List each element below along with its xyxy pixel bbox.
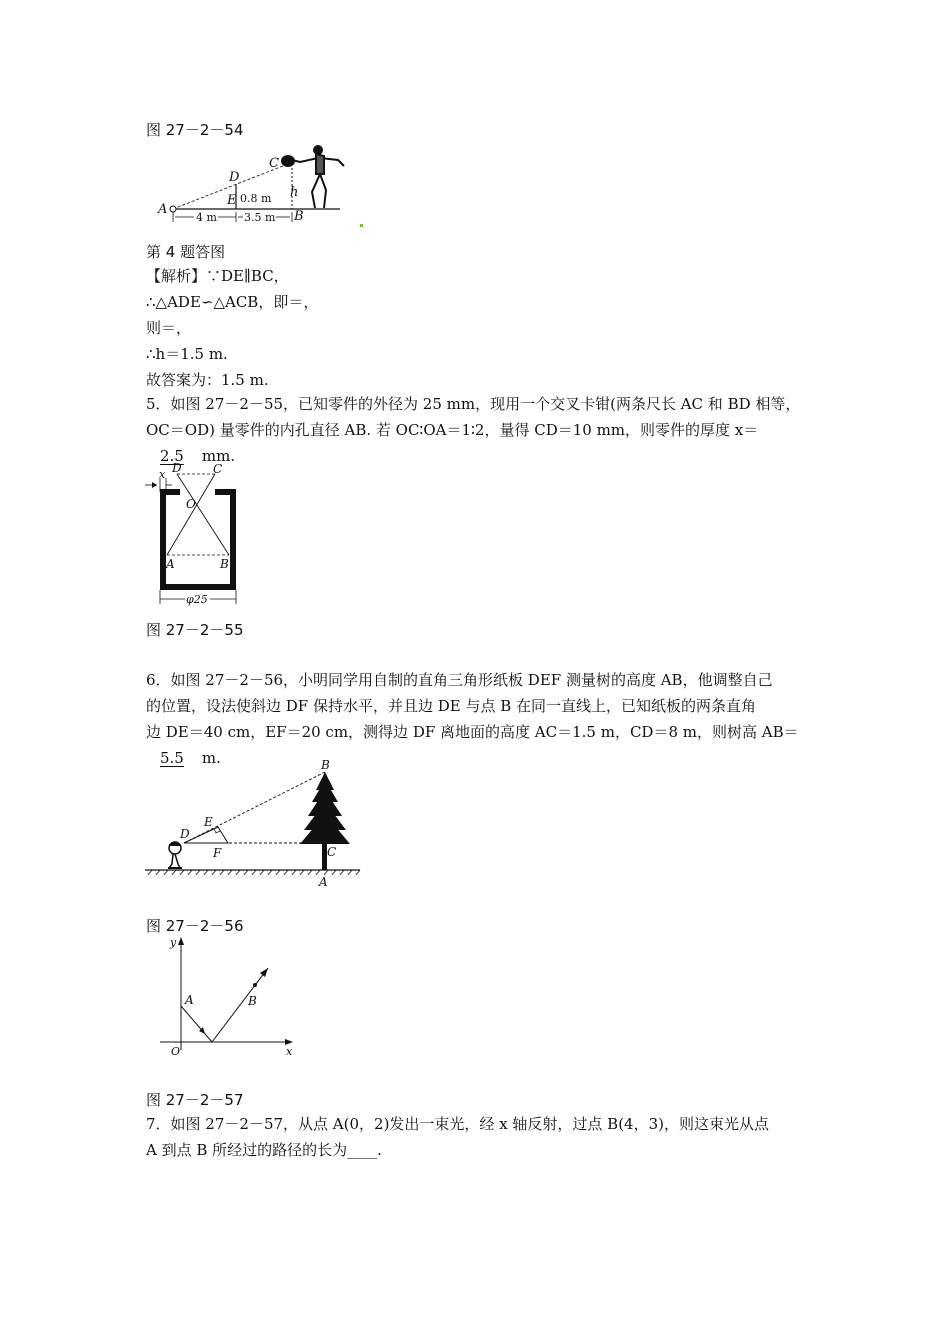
q6-answer: 5.5 [160, 749, 184, 767]
solution-line-5: 故答案为：1.5 m. [146, 371, 269, 389]
q7-line-1: 7．如图 27－2－57，从点 A(0，2)发出一束光，经 x 轴反射，过点 B(4，3)，则这束光从点 [146, 1115, 770, 1133]
label-e: E [227, 193, 237, 208]
caliper-arm-ac [167, 474, 215, 555]
q6-unit: m. [201, 749, 221, 767]
solution-line-3: 则＝， [146, 319, 192, 337]
label-e: E [204, 815, 213, 829]
label-d: D [180, 827, 190, 841]
label-b: B [321, 758, 330, 772]
q6-line-1: 6．如图 27－2－56，小明同学用自制的直角三角形纸板 DEF 测量树的高度 AB，他调整自己 [146, 671, 773, 689]
label-o: O [186, 497, 196, 511]
label-f: F [213, 846, 222, 860]
figure-caption-27-2-54: 图 27－2－54 [146, 121, 244, 139]
tree-icon [300, 772, 350, 870]
q5-line-1: 5．如图 27－2－55，已知零件的外径为 25 mm，现用一个交叉卡钳(两条尺长 AC 和 BD 相等， [146, 395, 801, 413]
q5-unit: mm. [201, 447, 236, 465]
player-figure-icon [292, 146, 344, 208]
figure-caption-4: 第 4 题答图 [146, 243, 226, 261]
point-b [253, 983, 257, 987]
boy-figure-icon [168, 842, 182, 868]
incident-ray [181, 1006, 212, 1042]
label-o: O [171, 1045, 181, 1058]
figure-caption-27-2-55: 图 27－2－55 [146, 621, 244, 639]
triangle-def [184, 827, 228, 843]
q7-line-2: A 到点 B 所经过的路径的长为____. [146, 1141, 382, 1159]
caliper-arm-bd [177, 474, 229, 555]
sight-line-d-b [184, 772, 325, 843]
label-diameter: φ25 [186, 593, 208, 606]
figure-caption-27-2-56: 图 27－2－56 [146, 917, 244, 935]
label-c: C [269, 156, 279, 171]
solution-line-4: ∴h＝1.5 m. [146, 345, 228, 363]
label-h: h [290, 185, 299, 200]
label-b: B [294, 209, 304, 224]
reflected-ray [212, 968, 268, 1042]
label-c: C [213, 462, 223, 476]
q5-line-2: OC＝OD) 量零件的内孔直径 AB. 若 OC∶OA＝1∶2，量得 CD＝10 mm，则零件的厚度 x＝ [146, 421, 759, 439]
label-b: B [220, 557, 229, 571]
label-a: A [166, 557, 175, 571]
label-a: A [319, 875, 328, 889]
figure-caption-27-2-57: 图 27－2－57 [146, 1091, 244, 1109]
q6-line-3: 边 DE＝40 cm，EF＝20 cm，测得边 DF 离地面的高度 AC＝1.5 m，CD＝8 m，则树高 AB＝ [146, 723, 799, 741]
label-x: x [159, 468, 166, 481]
label-b: B [248, 994, 257, 1008]
solution-line-2: ∴△ADE∽△ACB，即＝， [146, 293, 319, 311]
figure-light-reflection-axes [150, 935, 300, 1060]
point-a-circle [170, 206, 176, 212]
label-y: y [170, 936, 177, 949]
label-x: x [286, 1045, 293, 1058]
label-a: A [158, 202, 168, 217]
label-eb-length: 3.5 m [244, 211, 276, 224]
q6-line-2: 的位置，设法使斜边 DF 保持水平，并且边 DE 与点 B 在同一直线上，已知纸板的两条直角 [146, 697, 757, 715]
label-c: C [327, 845, 337, 859]
figure-caliper-diagram [145, 460, 255, 610]
label-d: D [229, 170, 240, 185]
label-de-length: 0.8 m [240, 192, 272, 205]
q5-answer: 2.5 [160, 447, 184, 465]
label-d: D [172, 461, 182, 475]
figure-table-tennis-diagram [140, 140, 380, 240]
figure-tree-measurement-diagram [140, 758, 370, 890]
label-a: A [185, 993, 194, 1007]
solution-line-1: 【解析】∵DE∥BC， [146, 267, 289, 285]
label-ae-length: 4 m [196, 211, 217, 224]
